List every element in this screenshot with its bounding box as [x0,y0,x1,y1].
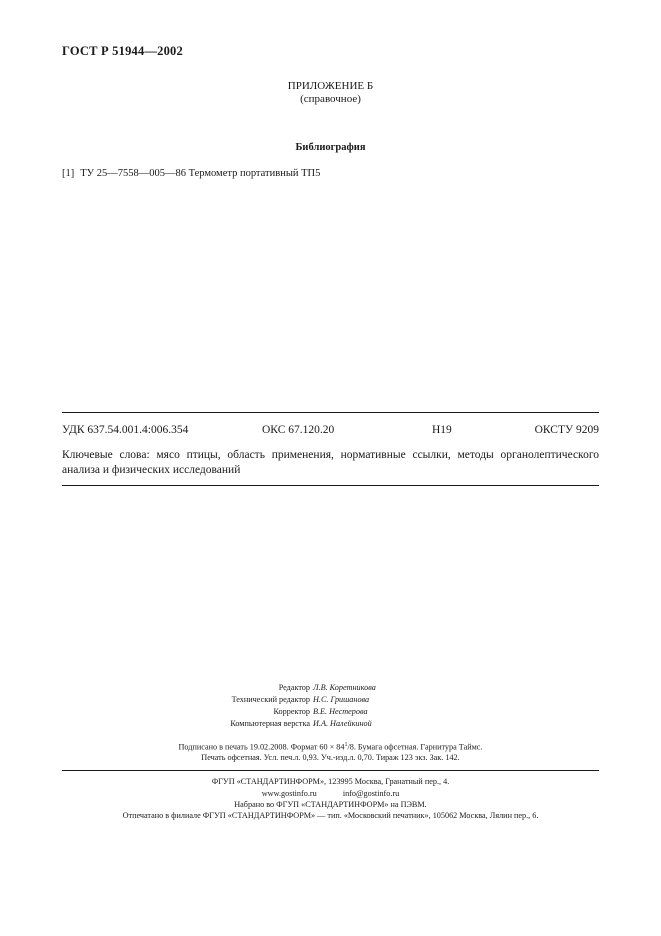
staff-name: В.Е. Нестерова [313,707,368,716]
typesetting-note: Набрано во ФГУП «СТАНДАРТИНФОРМ» на ПЭВМ. [234,800,427,809]
oks-code: ОКС 67.120.20 [262,424,335,436]
publisher-contacts [0,788,661,799]
publisher-address: ФГУП «СТАНДАРТИНФОРМ», 123995 Москва, Гранатный пер., 4. [211,777,450,786]
publisher-email: info@gostinfo.ru [342,789,400,798]
bibliography-title: Библиография [295,142,366,153]
publisher-website: www.gostinfo.ru [261,789,317,798]
okstu-code: ОКСТУ 9209 [534,424,599,436]
printing-note: Отпечатано в филиале ФГУП «СТАНДАРТИНФОРМ» — тип. «Московский печатник», 105062 Москва, Лялин пер., 6. [122,811,539,820]
staff-role: Корректор [273,707,310,716]
staff-role: Редактор [278,683,310,692]
bibliography-entry [62,168,320,179]
staff-name: Л.В. Коретникова [313,683,376,692]
staff-role: Компьютерная верстка [230,719,310,728]
standard-code-header: ГОСТ Р 51944—2002 [62,44,183,58]
top-divider [62,412,599,413]
entry-number: [1] [62,168,75,179]
middle-divider [62,485,599,486]
keywords-text: Ключевые слова: мясо птицы, область применения, нормативные ссылки, методы органолептического анализа и физических исследований [62,449,599,476]
staff-role: Технический редактор [231,695,310,704]
bottom-divider [62,770,599,771]
appendix-title: ПРИЛОЖЕНИЕ Б [287,80,374,92]
entry-text: ТУ 25—7558—005—86 Термометр портативный ТП5 [80,168,321,179]
print-info-line2: Печать офсетная. Усл. печ.л. 0,93. Уч.-изд.л. 0,70. Тираж 123 экз. Зак. 142. [201,753,460,762]
group-code: Н19 [432,424,452,436]
staff-name: Н.С. Гришанова [313,695,370,704]
udk-code: УДК 637.54.001.4:006.354 [62,424,189,436]
staff-name: И.А. Налейкиной [313,719,372,728]
print-info-line1: Подписано в печать 19.02.2008. Формат $60 \times 84^1/8$. Бумага офсетная. Гарнитура Таймс. [178,742,483,752]
appendix-subtitle: (справочное) [300,93,361,105]
